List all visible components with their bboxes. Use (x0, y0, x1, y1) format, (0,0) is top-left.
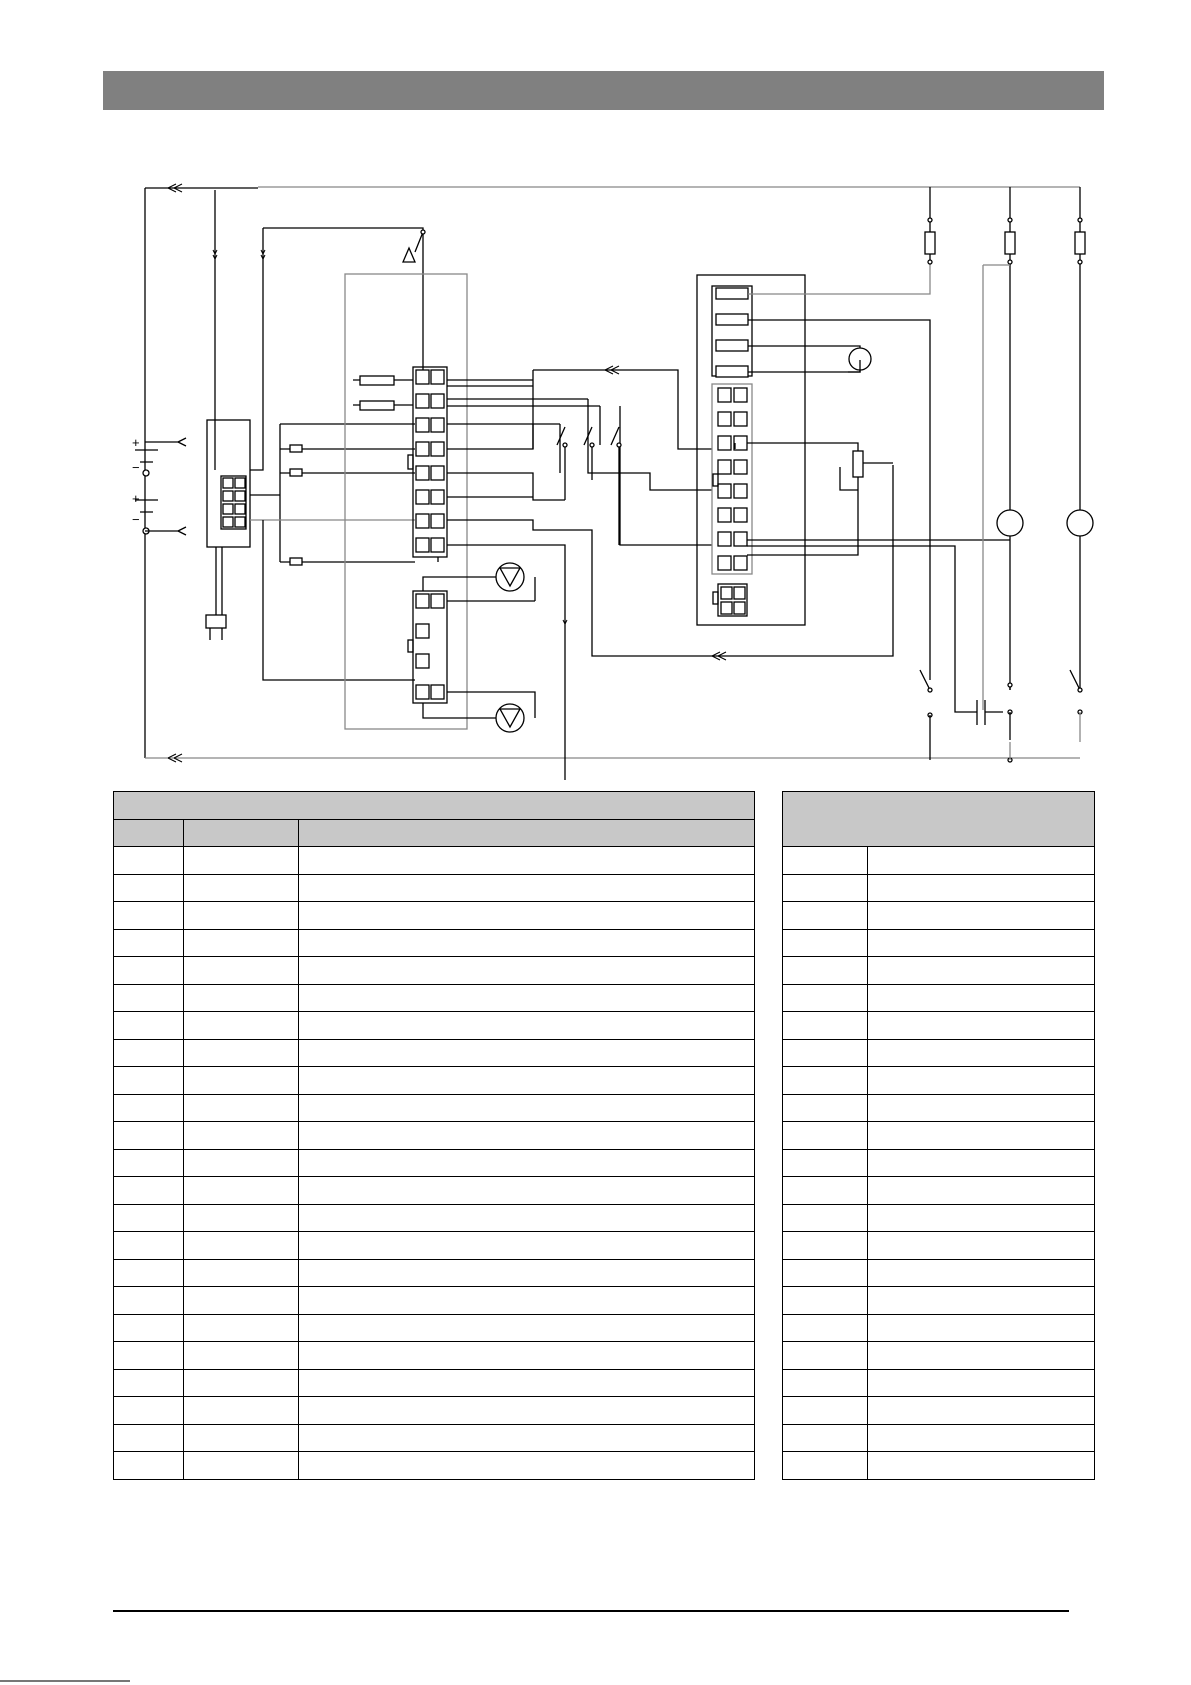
footer-rule (113, 1610, 1069, 1612)
table-row (783, 1039, 1095, 1067)
controller-board (697, 275, 805, 625)
table-row (114, 1259, 755, 1287)
table-row (114, 1424, 755, 1452)
pump-lower (496, 704, 524, 732)
table-row (783, 1259, 1095, 1287)
table-row (783, 1369, 1095, 1397)
table-row (783, 1122, 1095, 1150)
wiring-diagram (0, 0, 1191, 780)
table-title-row (783, 792, 1095, 847)
table-row (783, 1314, 1095, 1342)
polarity-minus-upper: − (132, 460, 140, 475)
legend-table-left (113, 791, 755, 1480)
pump-upper (496, 563, 524, 591)
control-wiring (250, 228, 423, 680)
table-row (114, 1232, 755, 1260)
table-row (114, 902, 755, 930)
table-row (114, 929, 755, 957)
polarity-plus-upper: + (132, 435, 140, 450)
indicator-lamp-2 (1067, 510, 1093, 690)
table-title (783, 792, 1095, 847)
main-terminal-block (353, 367, 447, 557)
table-row (114, 1342, 755, 1370)
table-row (114, 984, 755, 1012)
table-row (114, 1149, 755, 1177)
table-row (114, 1039, 755, 1067)
table-row (114, 847, 755, 875)
table-row (783, 1012, 1095, 1040)
controller-output-wiring (735, 262, 1010, 712)
table-row (783, 1397, 1095, 1425)
table-row (783, 984, 1095, 1012)
column-header (184, 819, 299, 847)
table-row (114, 1177, 755, 1205)
indicator-lamp-1 (997, 510, 1023, 690)
column-header (299, 819, 755, 847)
polarity-minus-lower: − (132, 512, 140, 527)
table-row (114, 1314, 755, 1342)
column-header (114, 819, 184, 847)
table-row (114, 1204, 755, 1232)
table-row (783, 1177, 1095, 1205)
right-fuses (925, 187, 1085, 710)
table-row (783, 1094, 1095, 1122)
table-row (783, 874, 1095, 902)
table-title (114, 792, 755, 820)
power-supply-module (206, 190, 250, 640)
control-enclosure (345, 274, 467, 729)
table-row (783, 1204, 1095, 1232)
battery-symbols (132, 435, 186, 535)
table-row (114, 874, 755, 902)
legend-table-right (782, 791, 1095, 1480)
table-row (783, 1149, 1095, 1177)
table-row (114, 1369, 755, 1397)
table-row (783, 1232, 1095, 1260)
table-row (783, 929, 1095, 957)
polarity-plus-lower: + (132, 491, 140, 506)
table-title-row (114, 792, 755, 820)
table-row (783, 1067, 1095, 1095)
table-row (114, 1452, 755, 1480)
table-row (114, 1012, 755, 1040)
table-header-row (114, 819, 755, 847)
pump-connector (408, 577, 535, 718)
table-row (114, 1287, 755, 1315)
table-row (783, 1287, 1095, 1315)
table-row (783, 1452, 1095, 1480)
footer-stamp (0, 1671, 130, 1685)
table-row (783, 957, 1095, 985)
table-row (114, 1094, 755, 1122)
table-row (783, 847, 1095, 875)
table-row (114, 957, 755, 985)
thermostat-switch (403, 230, 425, 370)
table-row (114, 1122, 755, 1150)
table-row (783, 902, 1095, 930)
table-row (114, 1067, 755, 1095)
table-row (783, 1424, 1095, 1452)
table-row (783, 1342, 1095, 1370)
table-row (114, 1397, 755, 1425)
bottom-switches (920, 670, 1082, 762)
